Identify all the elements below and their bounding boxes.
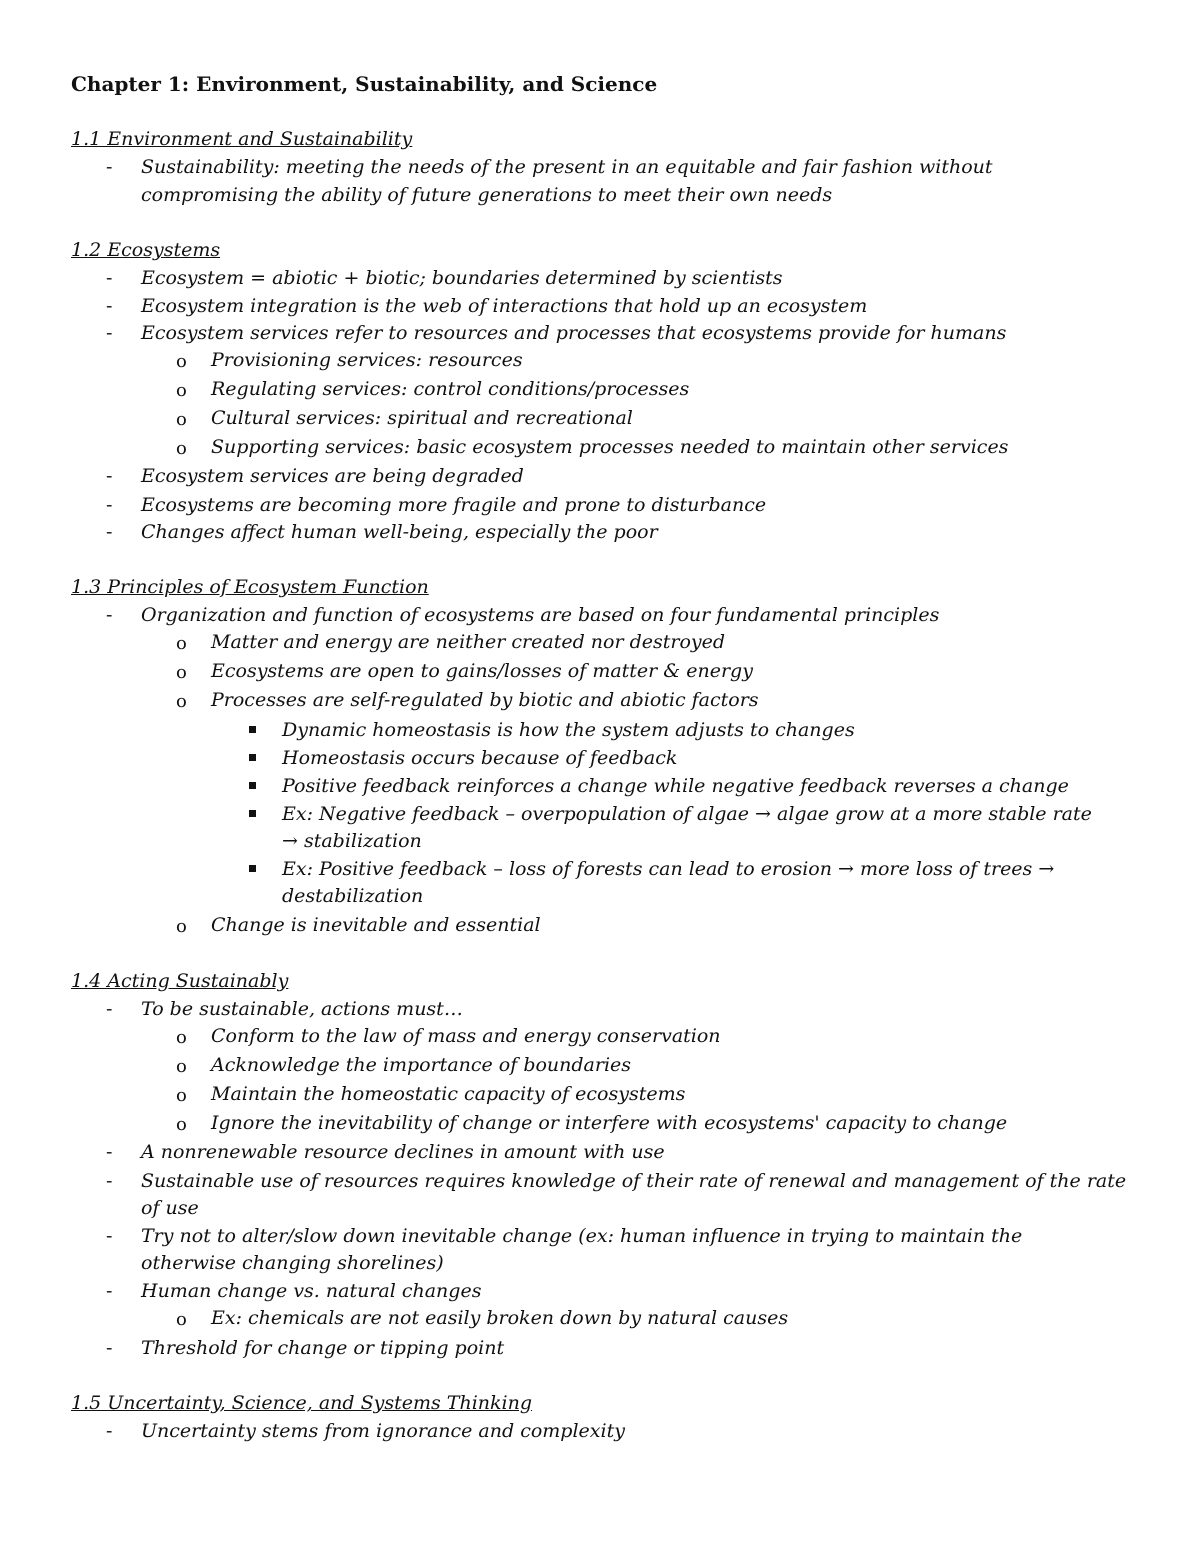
section-heading: 1.1 Environment and Sustainability [71, 128, 413, 150]
list-item-continuation: of use [141, 1197, 199, 1219]
sub-list-item: Conform to the law of mass and energy conservation [211, 1025, 721, 1047]
sub-list-item: Matter and energy are neither created nor destroyed [211, 631, 726, 653]
circle-bullet: o [176, 438, 187, 459]
circle-bullet: o [176, 351, 187, 372]
circle-bullet: o [176, 662, 187, 683]
section-heading: 1.5 Uncertainty, Science, and Systems Thinking [71, 1392, 533, 1414]
circle-bullet: o [176, 916, 187, 937]
circle-bullet: o [176, 633, 187, 654]
list-item: Ecosystem integration is the web of interactions that hold up an ecosystem [141, 295, 868, 317]
sub-sub-list-item: Ex: Negative feedback – overpopulation of algae → algae grow at a more stable rate [282, 803, 1092, 825]
circle-bullet: o [176, 409, 187, 430]
dash-bullet: - [106, 521, 113, 543]
sub-list-item: Cultural services: spiritual and recreational [211, 407, 633, 429]
sub-list-item: Regulating services: control conditions/processes [211, 378, 690, 400]
sub-sub-list-item-continuation: destabilization [282, 885, 424, 907]
circle-bullet: o [176, 1085, 187, 1106]
sub-list-item: Maintain the homeostatic capacity of ecosystems [211, 1083, 686, 1105]
circle-bullet: o [176, 1056, 187, 1077]
list-item: To be sustainable, actions must… [141, 998, 463, 1020]
circle-bullet: o [176, 691, 187, 712]
sub-list-item: Supporting services: basic ecosystem processes needed to maintain other services [211, 436, 1009, 458]
square-bullet [249, 865, 256, 872]
list-item: Ecosystem services refer to resources and processes that ecosystems provide for humans [141, 322, 1007, 344]
list-item: Try not to alter/slow down inevitable change (ex: human influence in trying to maintain the [141, 1225, 1023, 1247]
dash-bullet: - [106, 267, 113, 289]
circle-bullet: o [176, 1309, 187, 1330]
dash-bullet: - [106, 1141, 113, 1163]
sub-sub-list-item-continuation: → stabilization [282, 830, 422, 852]
dash-bullet: - [106, 1170, 113, 1192]
list-item-continuation: otherwise changing shorelines) [141, 1252, 444, 1274]
dash-bullet: - [106, 156, 113, 178]
list-item: Ecosystems are becoming more fragile and prone to disturbance [141, 494, 767, 516]
dash-bullet: - [106, 604, 113, 626]
list-item: Ecosystem services are being degraded [141, 465, 524, 487]
list-item-continuation: compromising the ability of future generations to meet their own needs [141, 184, 833, 206]
sub-sub-list-item: Ex: Positive feedback – loss of forests can lead to erosion → more loss of trees → [282, 858, 1055, 880]
list-item: Ecosystem = abiotic + biotic; boundaries determined by scientists [141, 267, 783, 289]
sub-list-item: Acknowledge the importance of boundaries [211, 1054, 632, 1076]
list-item: Uncertainty stems from ignorance and complexity [141, 1420, 625, 1442]
dash-bullet: - [106, 295, 113, 317]
dash-bullet: - [106, 465, 113, 487]
dash-bullet: - [106, 494, 113, 516]
sub-sub-list-item: Dynamic homeostasis is how the system adjusts to changes [282, 719, 855, 741]
dash-bullet: - [106, 1225, 113, 1247]
section-heading: 1.4 Acting Sustainably [71, 970, 289, 992]
sub-list-item: Ex: chemicals are not easily broken down by natural causes [211, 1307, 789, 1329]
dash-bullet: - [106, 322, 113, 344]
sub-sub-list-item: Positive feedback reinforces a change while negative feedback reverses a change [282, 775, 1069, 797]
list-item: Organization and function of ecosystems are based on four fundamental principles [141, 604, 940, 626]
list-item: A nonrenewable resource declines in amount with use [141, 1141, 665, 1163]
sub-list-item: Change is inevitable and essential [211, 914, 541, 936]
circle-bullet: o [176, 1027, 187, 1048]
square-bullet [249, 754, 256, 761]
sub-list-item: Ignore the inevitability of change or interfere with ecosystems' capacity to change [211, 1112, 1008, 1134]
square-bullet [249, 810, 256, 817]
sub-list-item: Ecosystems are open to gains/losses of matter & energy [211, 660, 753, 682]
sub-list-item: Provisioning services: resources [211, 349, 523, 371]
dash-bullet: - [106, 1420, 113, 1442]
dash-bullet: - [106, 1337, 113, 1359]
section-heading: 1.3 Principles of Ecosystem Function [71, 576, 429, 598]
list-item: Human change vs. natural changes [141, 1280, 482, 1302]
circle-bullet: o [176, 380, 187, 401]
list-item: Changes affect human well-being, especially the poor [141, 521, 658, 543]
square-bullet [249, 726, 256, 733]
section-heading: 1.2 Ecosystems [71, 239, 221, 261]
list-item: Threshold for change or tipping point [141, 1337, 505, 1359]
list-item: Sustainability: meeting the needs of the present in an equitable and fair fashion without [141, 156, 993, 178]
page-title: Chapter 1: Environment, Sustainability, and Science [71, 72, 658, 96]
dash-bullet: - [106, 1280, 113, 1302]
circle-bullet: o [176, 1114, 187, 1135]
dash-bullet: - [106, 998, 113, 1020]
sub-list-item: Processes are self-regulated by biotic and abiotic factors [211, 689, 759, 711]
sub-sub-list-item: Homeostasis occurs because of feedback [282, 747, 678, 769]
square-bullet [249, 782, 256, 789]
list-item: Sustainable use of resources requires knowledge of their rate of renewal and management of the rate [141, 1170, 1127, 1192]
